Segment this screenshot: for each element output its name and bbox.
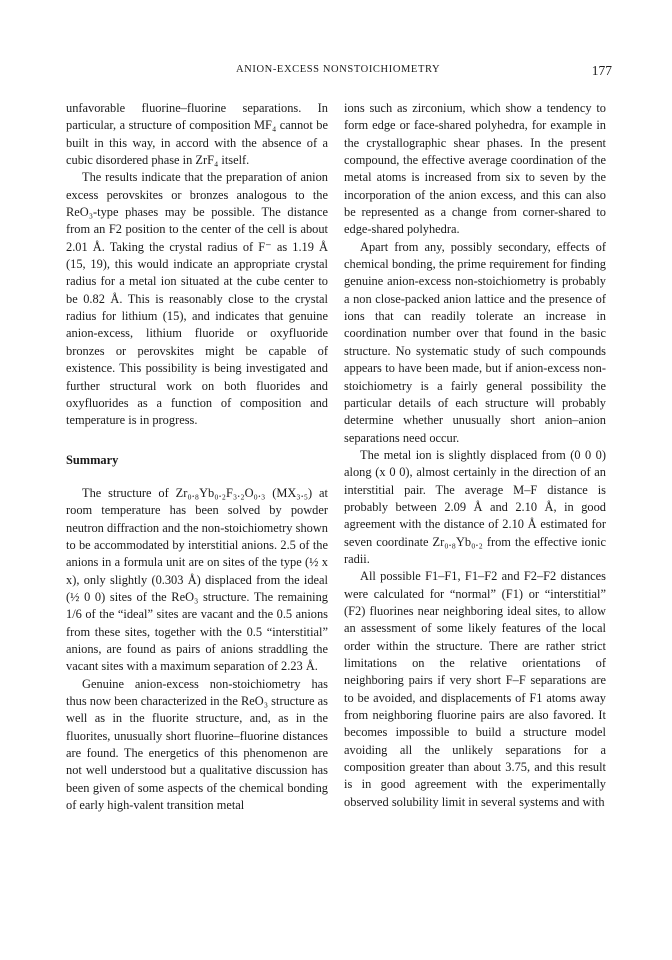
paragraph: unfavorable fluorine–fluorine separations. In particular, a structure of composition MF₄ cannot be built in this way, in accord with the absence of a cubic disordered phase in ZrF₄ itself. <box>66 101 328 168</box>
running-title: ANION-EXCESS NONSTOICHIOMETRY <box>236 64 441 75</box>
paragraph: The results indicate that the preparation of anion excess perovskites or bronzes analogous to the ReO₃-type phases may be possible. The distance from an F2 position to the center of the cell is about 2.01 Å. Taking the crystal radius of F⁻ as 1.19 Å (15, 19), this would indicate an appropriate crystal radius for a metal ion situated at the cube center to be 0.82 Å. This is reasonably close to the crystal radius for lithium (15), and indicates that genuine anion-excess, lithium fluoride or oxyfluoride bronzes or perovskites might be capable of existence. This possibility is being investigated and further structural work on both fluorides and oxyfluorides as a function of composition and temperature is in progress. <box>66 170 328 428</box>
left-column <box>66 100 328 814</box>
page-header <box>66 64 614 84</box>
paragraph: ions such as zirconium, which show a tendency to form edge or face-shared polyhedra, for example in the crystallographic shear phases. In the present compound, the effective average coordination of the metal atoms is increased from six to seven by the incorporation of the anion excess, and this can also be represented as a change from corner-shared to edge-shared polyhedra. <box>344 101 606 237</box>
page-number: 177 <box>591 63 612 78</box>
paragraph: Genuine anion-excess non-stoichiometry has thus now been characterized in the ReO₃ structure as well as in the fluorite structure, and, as in the fluorites, unusually short fluorine–fluorine distances are found. The energetics of this phenomenon are not well understood but a qualitative discussion has been given of some aspects of the chemical bonding of early high-valent transition metal <box>66 676 328 813</box>
paragraph: All possible F1–F1, F1–F2 and F2–F2 distances were calculated for “normal” (F1) or “interstitial” (F2) fluorines near neighboring ideal sites, to allow an assessment of some likely features of the local order within the structure. There are rather strict limitations on the relative orientations of neighboring pairs if very short F–F separations are to be avoided, and displacements of F1 atoms away from neighboring fluorine pairs are also favored. It becomes impossible to build a structure model avoiding all the unlikely separations for a composition greater than about 3.75, and this result is in good agreement with the experimentally observed solubility limit in several systems and with <box>344 569 606 809</box>
paragraph: The structure of Zr₀.₈Yb₀.₂F₃.₂O₀.₃ (MX₃.₅) at room temperature has been solved by powder neutron diffraction and the non-stoichiometry shown to be accommodated by interstitial anions. 2.5 of the anions in a formula unit are on sites of the type (½ x x), only slightly (0.303 Å) displaced from the ideal (½ 0 0) sites of the ReO₃ structure. The remaining 1/6 of the “ideal” sites are vacant and the 0.5 anions from these sites, together with the 0.5 “interstitial” anions, are found as pairs of anions straddling the vacant sites with a maximum separation of 2.23 Å. <box>66 485 328 674</box>
section-heading-summary: Summary <box>66 452 119 467</box>
paragraph: The metal ion is slightly displaced from (0 0 0) along (x 0 0), almost certainly in the direction of an interstitial pair. The average M–F distance is probably between 2.09 Å and 2.10 Å, in good agreement with the distance of 2.10 Å estimated for seven coordinate Zr₀.₈Yb₀.₂ from the effective ionic radii. <box>344 447 606 566</box>
paragraph: Apart from any, possibly secondary, effects of chemical bonding, the prime requirement for finding genuine anion-excess non-stoichiometry is probably a non close-packed anion lattice and the presence of ions that can readily tolerate an increase in coordination number over that found in the basic structure. No systematic study of such compounds appears to have been made, but if anion-excess non-stoichiometry is a fairly general possibility the particular details of each structure will probably determine whether unusually short anion–anion separations need occur. <box>344 239 606 445</box>
right-column <box>344 100 606 811</box>
